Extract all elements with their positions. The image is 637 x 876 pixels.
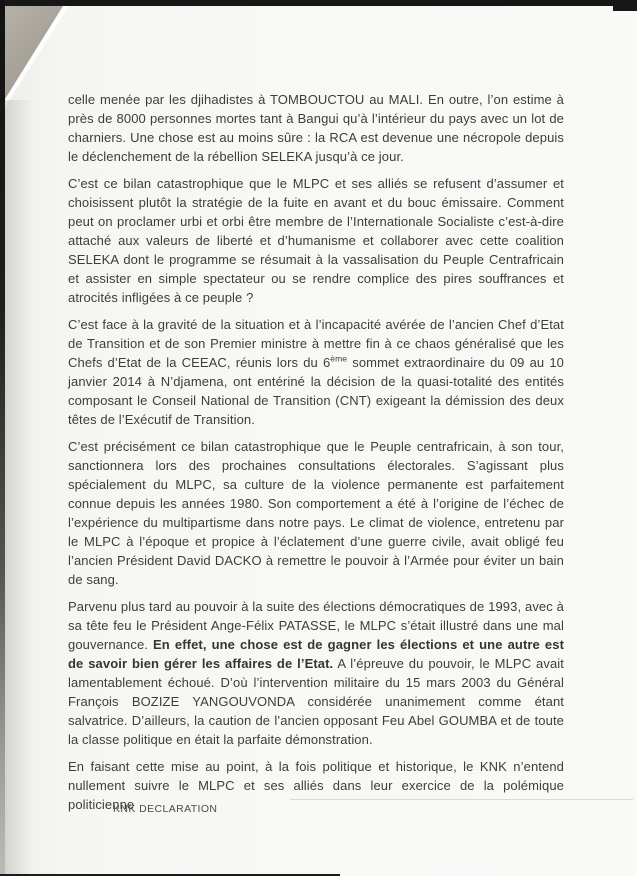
- paragraph-4: C’est précisément ce bilan catastrophique que le Peuple centrafricain, à son tour, sanctionnera lors des prochaines consultations électorales. S’agissant plus spécialement du MLPC, sa culture de la violence permanente est parfaitement connue depuis les années 1980. Son comportement a été à l’origine de l’échec de l’expérience du multipartisme dans notre pays. Le climat de violence, entretenu par le MLPC à l’époque et propice à l’éclatement d’une guerre civile, avait obligé feu l’ancien Président David DACKO à remettre le pouvoir à l’Armée pour éviter un bain de sang.: [68, 439, 564, 587]
- paragraph-2: C’est ce bilan catastrophique que le MLPC et ses alliés se refusent d’assumer et choisissent plutôt la stratégie de la fuite en avant et du bouc émissaire. Comment peut on proclamer urbi et orbi être membre de l’Internationale Socialiste c’est-à-dire attaché aux valeurs de liberté et d’humanisme et collaborer avec cette coalition SELEKA dont le programme se résumait à la vassalisation du Peuple Centrafricain et assister en simple spectateur ou se rendre complice des pires souffrances et atrocités infligées à ce peuple ?: [68, 176, 564, 305]
- paragraph-3: [68, 315, 564, 429]
- footer-rule-line: [290, 799, 633, 800]
- paragraph-6: En faisant cette mise au point, à la fois politique et historique, le KNK n’entend nullement suivre le MLPC et ses alliés dans leur exercice de la polémique politicienne: [68, 759, 564, 812]
- page-left-shadow: [5, 100, 33, 876]
- paragraph-5-bold-text: En effet, une chose est de gagner les élections et une autre est de savoir bien gérer les affaires de l’Etat.: [68, 637, 564, 671]
- paragraph-3-text: C’est face à la gravité de la situation et à l’incapacité avérée de l’ancien Chef d’Etat de Transition et de son Premier ministre à mettre fin à ce chaos généralisé que les Chefs d’Etat de la CEEAC, réunis lors du 6: [68, 317, 564, 370]
- paragraph-3-text-continued: sommet extraordinaire du 09 au 10 janvier 2014 à N’djamena, ont entériné la décision de la quasi-totalité des entités composant le Conseil National de Transition (CNT) exigeant la démission des deux têtes de l’Exécutif de Transition.: [68, 355, 564, 427]
- document-body: [68, 90, 564, 822]
- paragraph-5-text: Parvenu plus tard au pouvoir à la suite des élections démocratiques de 1993, avec à sa tête feu le Président Ange-Félix PATASSE, le MLPC s’était illustré dans une mal gouvernance.: [68, 599, 564, 652]
- ordinal-superscript: ème: [330, 353, 348, 364]
- paragraph-5: [68, 597, 564, 749]
- paragraph-5-text-continued: A l’épreuve du pouvoir, le MLPC avait lamentablement échoué. D’où l’intervention militaire du 15 mars 2003 du Général François BOZIZE YANGOUVONDA considérée unanimement comme étant salvatrice. D’ailleurs, la caution de l’ancien opposant Feu Abel GOUMBA et de toute la classe politique en était la parfaite démonstration.: [68, 656, 564, 747]
- scan-top-edge: [0, 0, 637, 6]
- paragraph-1: celle menée par les djihadistes à TOMBOUCTOU au MALI. En outre, l’on estime à près de 8000 personnes mortes tant à Bangui qu’à l’intérieur du pays avec un lot de charniers. Une chose est au moins sûre : la RCA est devenue une nécropole depuis le déclenchement de la rébellion SELEKA jusqu’à ce jour.: [68, 92, 564, 164]
- footer-label: KNK DECLARATION: [113, 803, 218, 815]
